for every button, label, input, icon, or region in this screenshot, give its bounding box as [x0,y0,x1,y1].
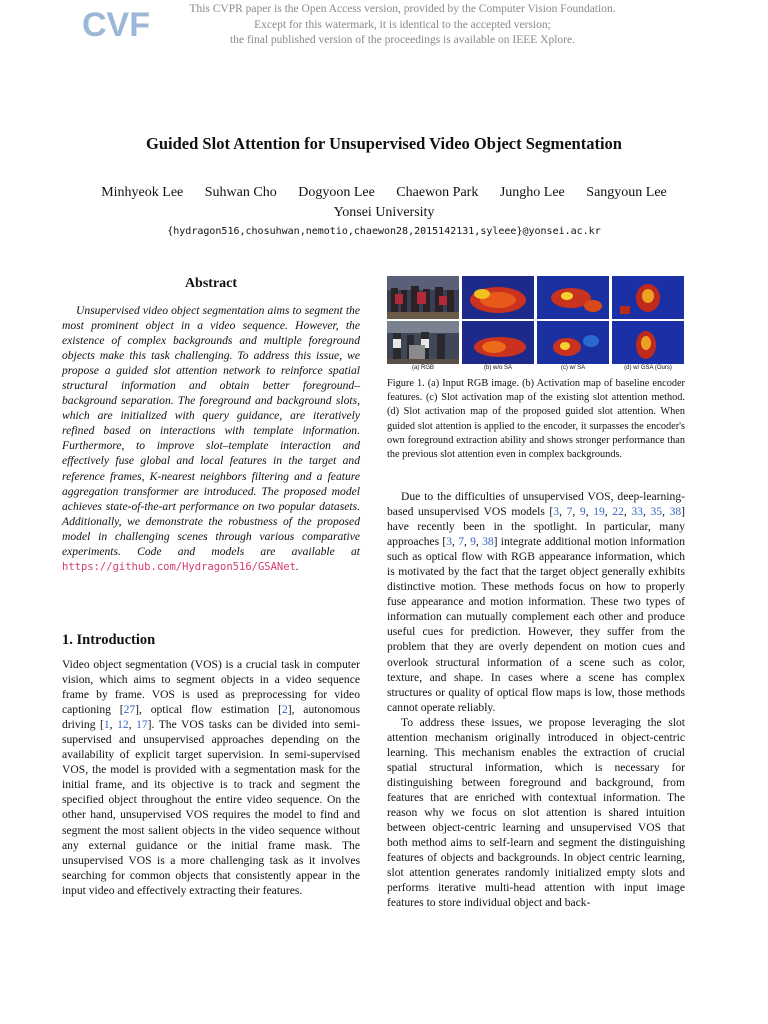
citation-link[interactable]: 33 [631,505,643,519]
citation-link[interactable]: 19 [593,505,605,519]
author-name: Dogyoon Lee [298,185,375,200]
intro-text: Video object segmentation (VOS) is a crucial task in computer vision, which aims to segment objects in a video sequence frame by frame. VOS is used as preprocessing for video captioning [ [62,658,360,717]
body-text: ] integrate additional motion information such as optical flow with RGB appearance information, which is motivated by the fact that the target object generally exhibits distinctive motion. These methods focus on how to properly fuse appearance and motion information. These two types of information can mutually complement each other and produce useful cues for prediction. However, they suffer from the problem that they are overly dependent on motion cues and overlook structural information of a scene such as color, texture, and shape. In cases where a scene has complex structures or quality of optical flow maps is low, those methods cannot operate reliably. [387,535,685,714]
body-text: , [463,535,471,549]
author-name: Sangyoun Lee [586,185,667,200]
abstract-text: Unsupervised video object segmentation aims to segment the most prominent object in a video sequence. However, the existence of complex backgrounds and multiple foreground objects make this task challenging. To address this issue, we propose a guided slot attention network to reinforce spatial structural information and obtain better foreground–background separation. The foreground and background slots, which are initialized with query guidance, are iteratively refined based on interactions with template information. Furthermore, to improve slot–template interaction and effectively fuse global and local features in the target and reference frames, K-nearest neighbors filtering and a feature aggregation transformer are introduced. The proposed model achieves state-of-the-art performance on two popular datasets. Additionally, we demonstrate the robustness of the proposed model in challenging scenes through various comparative experiments. Code and models are available at [62,304,360,558]
affiliation: Yonsei University [333,205,435,220]
figure-label: (a) RGB [411,365,434,371]
citation-link[interactable]: 38 [669,505,682,519]
citation-link[interactable]: 7 [566,505,573,519]
figure-slot-activation-map [537,321,609,364]
citation-link[interactable]: 7 [458,535,464,549]
body-text: , [623,505,632,519]
section-heading-introduction: 1. Introduction [62,632,156,648]
author-name: Minhyeok Lee [101,185,184,200]
body-text: , [475,535,483,549]
figure-rgb-image [387,321,459,364]
body-text: , [572,505,580,519]
citation-link[interactable]: 9 [579,505,586,519]
paragraph [387,489,685,715]
citation-link[interactable]: 12 [117,718,129,732]
body-text: ] have recently been in the spotlight. In particular, many approaches [ [387,505,686,549]
body-text: , [604,505,613,519]
watermark-line: the final published version of the proceedings is available on IEEE Xplore. [230,34,575,46]
figure-rgb-image [387,276,459,319]
body-text: Due to the difficulties of unsupervised VOS, deep-learning-based unsupervised VOS models [ [387,490,685,519]
paper-title: Guided Slot Attention for Unsupervised Video Object Segmentation [146,134,622,153]
author-name: Chaewon Park [396,185,479,200]
figure-label: (c) w/ SA [560,365,586,371]
author-emails: {hydragon516,chosuhwan,nemotio,chaewon28,2015142131,syleee}@yonsei.ac.kr [167,226,601,237]
citation-link[interactable]: 38 [482,535,494,549]
citation-link[interactable]: 9 [470,535,476,549]
abstract-heading: Abstract [184,276,238,291]
intro-text: , [128,718,137,732]
introduction-body [62,657,360,898]
citation-link[interactable]: 35 [650,505,663,519]
abstract-body [62,303,360,575]
author-list [0,185,768,201]
figure-caption: Figure 1. (a) Input RGB image. (b) Activation map of baseline encoder features. (c) Slot activation map of the existing slot attention method. (d) Slot activation map of the proposed guided slot attention. When guided slot attention is applied to the encoder, it surpasses the encoder's own foreground extraction ability and shows stronger performance than the previous slot attention even in complex backgrounds. [387,378,685,461]
body-text: , [642,505,651,519]
watermark-line: This CVPR paper is the Open Access version, provided by the Computer Vision Foundation. [189,3,616,15]
figure-activation-map [462,321,534,364]
author-name: Suhwan Cho [204,185,277,200]
body-text: , [559,505,567,519]
figure-1 [387,276,685,372]
watermark-line: Except for this watermark, it is identical to the accepted version; [254,18,551,31]
figure-label: (b) w/o SA [483,365,512,371]
intro-text: ], optical flow estimation [ [135,703,282,717]
watermark-notice [150,2,655,49]
code-link[interactable]: https://github.com/Hydragon516/GSANet [62,560,296,573]
citation-link[interactable]: 2 [281,703,288,717]
body-text: , [452,535,459,549]
citation-link[interactable]: 17 [136,718,148,732]
figure-slot-activation-map [537,276,609,319]
figure-guided-slot-activation-map [612,276,684,319]
citation-link[interactable]: 27 [123,703,136,717]
figure-guided-slot-activation-map [612,321,684,364]
figure-label: (d) w/ GSA (Ours) [624,365,672,371]
right-column-body [387,489,685,910]
cvf-logo-text: CVF [82,6,150,44]
citation-link[interactable]: 1 [103,718,110,732]
figure-activation-map [462,276,534,319]
intro-text: , [109,718,118,732]
abstract-tail: . [295,559,299,573]
citation-link[interactable]: 3 [446,535,453,549]
cvf-logo [80,4,150,44]
body-text: , [585,505,594,519]
body-text: , [662,505,670,519]
citation-link[interactable]: 22 [612,505,624,519]
paragraph: To address these issues, we propose leveraging the slot attention mechanism originally introduced in object-centric learning. This mechanism enables the extraction of crucial spatial structural information, which is necessary for distinguishing between foreground and background, from features that are enriched with contextual information. The reason why we focus on slot attention is shared intuition between object-centric learning and unsupervised VOS that both method aims to self-learn and segment the distinguishing features of objects and backgrounds. In object centric learning, slot attention generates randomly initialized empty slots and performs iterative multi-head attention with input image features to store individual object and back- [387,715,685,910]
author-name: Jungho Lee [499,185,565,200]
intro-text: ], autonomous driving [ [62,703,360,732]
citation-link[interactable]: 3 [553,505,560,519]
intro-text: ]. The VOS tasks can be divided into semi-supervised and unsupervised approaches depending on the availability of explicit target supervision. In semi-supervised VOS, the model is provided with a segmentation mask for the initial frame, and its objective is to track and segment the specified object throughout the entire video sequence. On the other hand, unsupervised VOS requires the model to find and segment the most salient objects in the video sequence without any external guidance or the initial frame mask. The unsupervised VOS is a more challenging task as it involves searching for common objects that consistently appear in the input video and effectively extracting their features. [62,718,361,897]
